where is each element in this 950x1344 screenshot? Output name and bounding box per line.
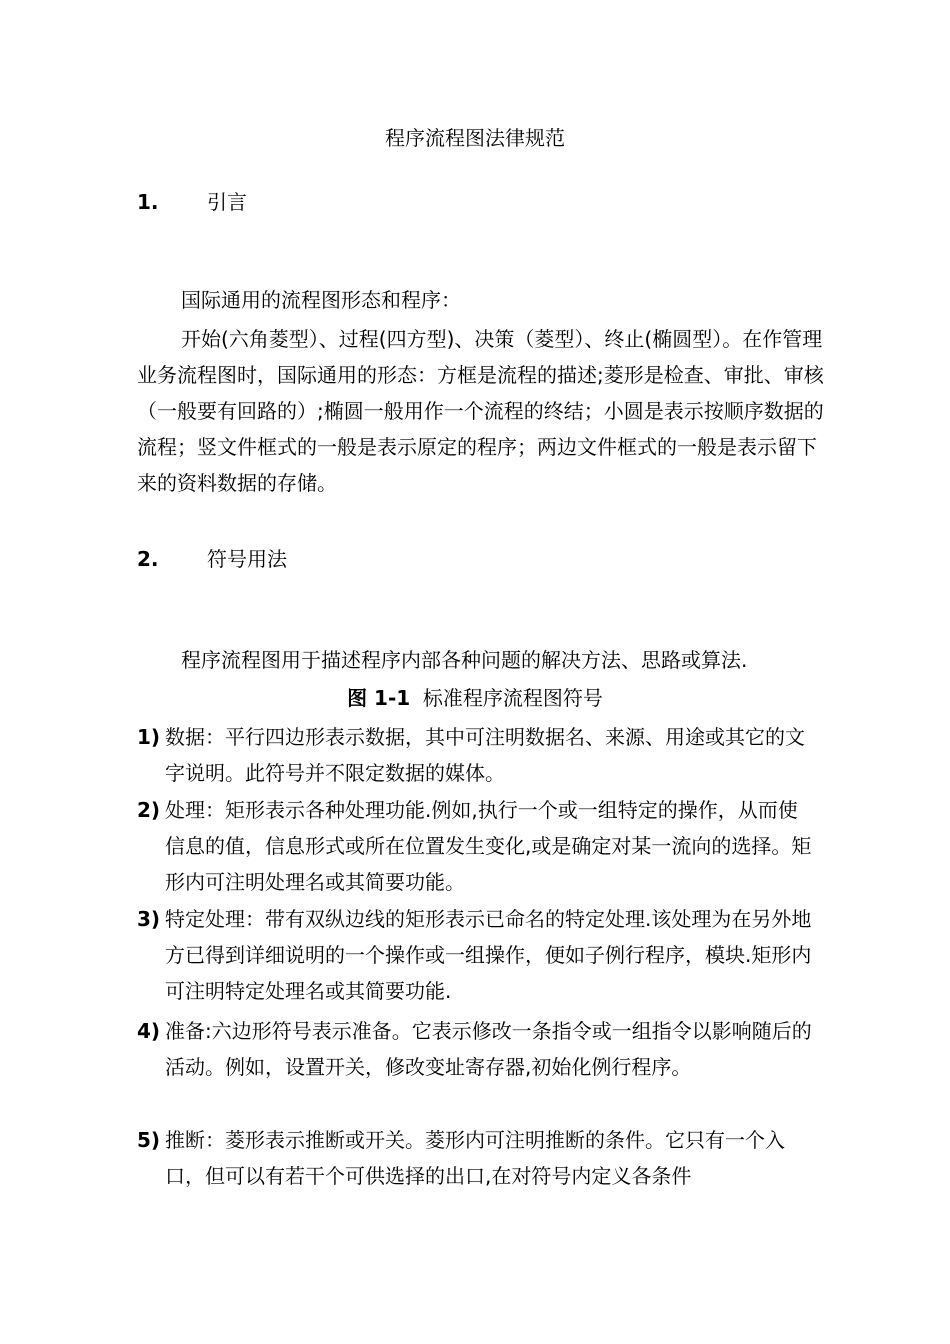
section-1-title: 引言 [207, 190, 247, 214]
list-item-text: 准备:六边形符号表示准备。它表示修改一条指令或一组指令以影响随后的活动。例如，设置开关，修改变址寄存器,初始化例行程序。 [165, 1019, 812, 1079]
list-marker: 4) [137, 1019, 161, 1043]
list-item-text: 处理：矩形表示各种处理功能.例如,执行一个或一组特定的操作，从而使信息的值，信息形式或所在位置发生变化,或是确定对某一流向的选择。矩形内可注明处理名或其简要功能。 [165, 798, 812, 894]
figure-caption-text: 标准程序流程图符号 [422, 686, 603, 710]
list-marker: 3) [137, 907, 161, 931]
section-2-intro: 程序流程图用于描述程序内部各种问题的解决方法、思路或算法. [181, 648, 748, 672]
list-marker: 5) [137, 1128, 161, 1152]
document-title: 程序流程图法律规范 [385, 126, 565, 150]
list-item-text: 特定处理：带有双纵边线的矩形表示已命名的特定处理.该处理为在另外地方已得到详细说明的一个操作或一组操作，便如子例行程序，模块.矩形内可注明特定处理名或其简要功能. [165, 907, 812, 1003]
list-item-text: 推断：菱形表示推断或开关。菱形内可注明推断的条件。它只有一个入口，但可以有若干个可供选择的出口,在对符号内定义各条件 [165, 1128, 785, 1188]
section-2-heading [137, 545, 287, 573]
list-item [137, 901, 827, 1009]
figure-id: 图 1-1 [347, 686, 411, 710]
list-item-text: 数据：平行四边形表示数据，其中可注明数据名、来源、用途或其它的文字说明。此符号并不限定数据的媒体。 [165, 725, 805, 785]
section-1-paragraph-2: 开始(六角菱型）、过程(四方型)、决策（菱型）、终止(椭圆型）。在作管理业务流程图时，国际通用的形态：方框是流程的描述;菱形是检查、审批、审核（一般要有回路的）;椭圆一般用作一个流程的终结；小圆是表示按顺序数据的流程；竖文件框式的一般是表示原定的程序；两边文件框式的一般是表示留下来的资料数据的存储。 [137, 327, 824, 495]
list-marker: 1) [137, 725, 161, 749]
section-2-title: 符号用法 [207, 547, 287, 571]
list-marker: 2) [137, 798, 161, 822]
list-item [137, 792, 827, 900]
figure-caption [0, 680, 950, 716]
section-1-heading [137, 188, 247, 216]
list-item [137, 719, 827, 791]
section-1-paragraph-1: 国际通用的流程图形态和程序： [181, 288, 461, 312]
section-1-number: 1. [137, 190, 159, 214]
list-item [137, 1013, 827, 1085]
section-2-number: 2. [137, 547, 159, 571]
list-item [137, 1122, 827, 1194]
